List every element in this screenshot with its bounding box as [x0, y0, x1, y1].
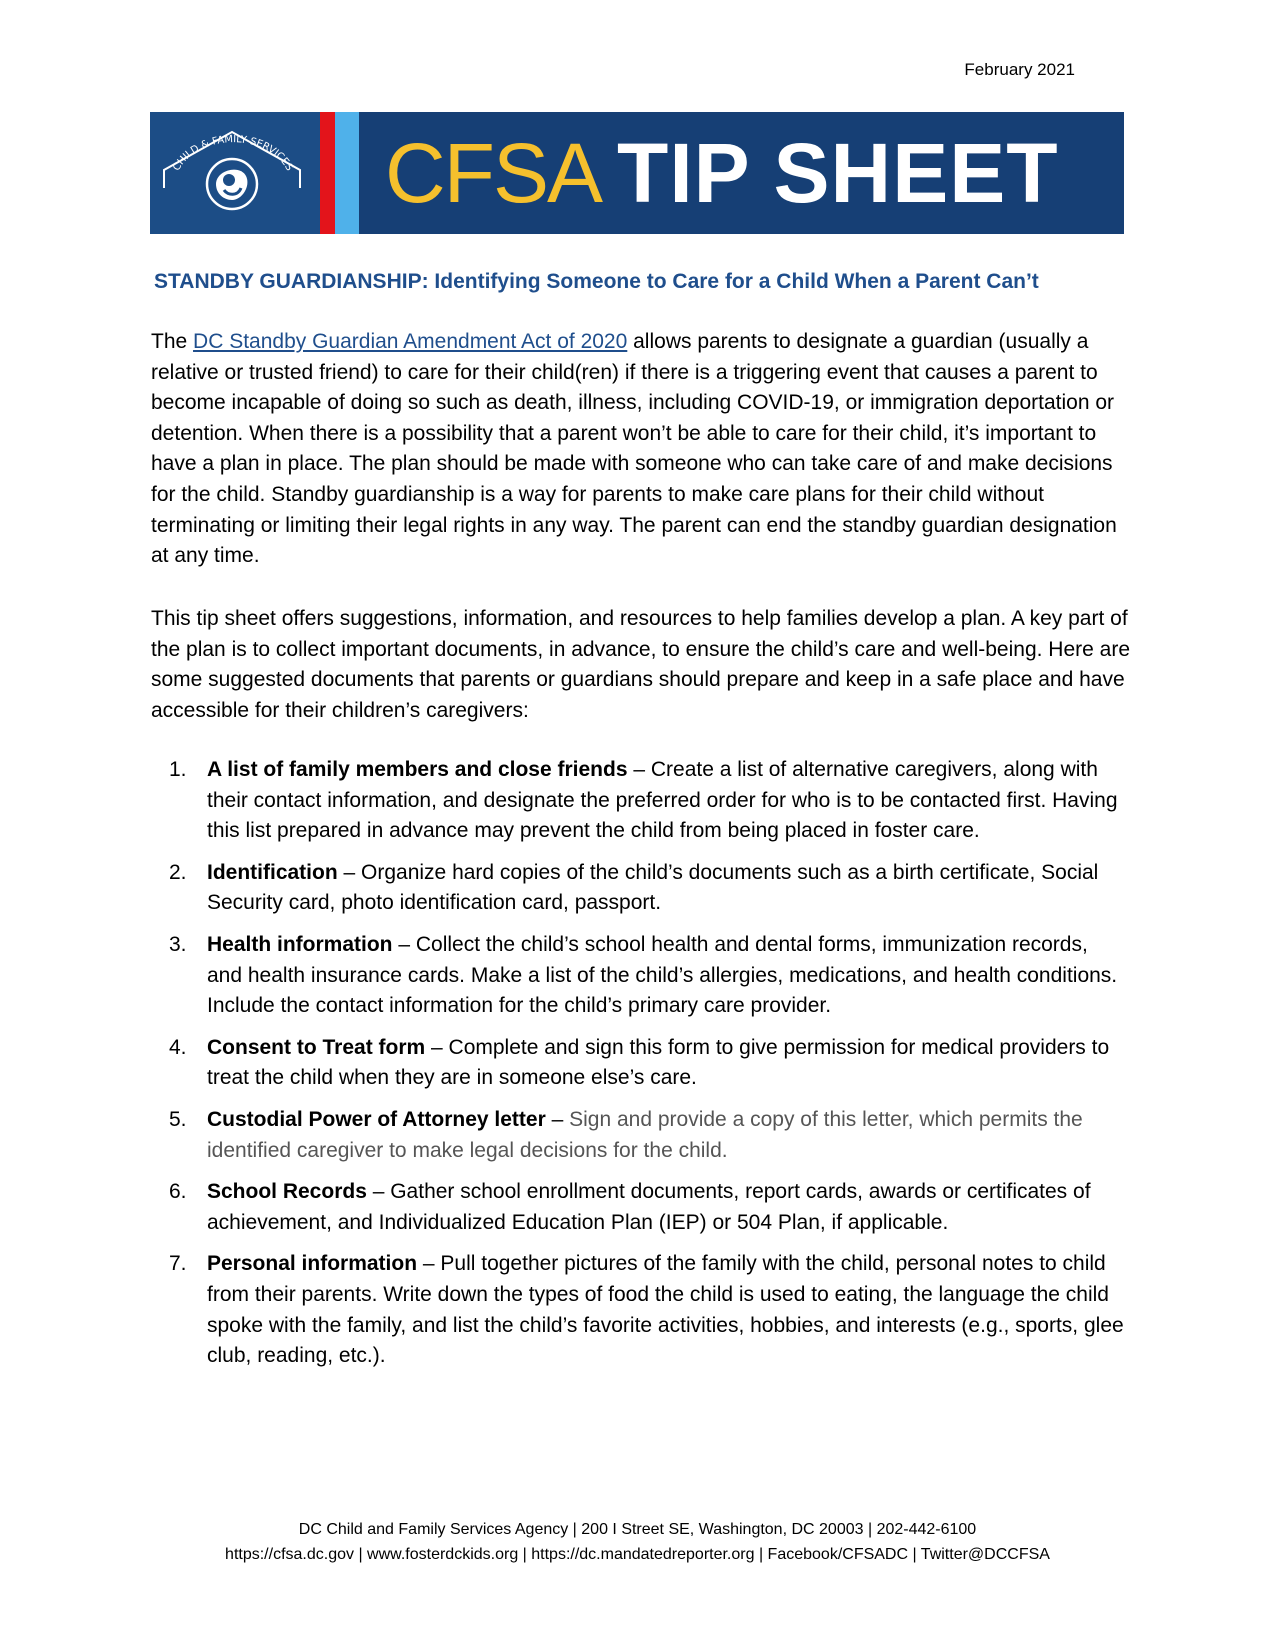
page-heading: STANDBY GUARDIANSHIP: Identifying Someone to Care for a Child When a Parent Can’t [154, 270, 1039, 293]
list-item: 3. Health information – Collect the child’s school health and dental forms, immunization records, and health insurance cards. Make a list of the child’s allergies, medications, and health conditions. Include the contact information for the child’s primary care provider. [169, 932, 1118, 1018]
svg-text:CHILD & FAMILY SERVICES: CHILD & FAMILY SERVICES [171, 134, 295, 173]
list-item: 2. Identification – Organize hard copies of the child’s documents such as a birth certificate, Social Security card, photo identification card, passport. [169, 860, 1099, 915]
standby-guardian-act-link[interactable]: DC Standby Guardian Amendment Act of 2020 [193, 330, 628, 353]
banner [150, 112, 1124, 234]
house-logo-icon [150, 112, 320, 234]
cfsa-logo [150, 112, 320, 234]
list-item: 4. Consent to Treat form – Complete and sign this form to give permission for medical providers to treat the child when they are in someone else’s care. [169, 1035, 1110, 1090]
list-item: 6. School Records – Gather school enrollment documents, report cards, awards or certificates of achievement, and Individualized Education Plan (IEP) or 504 Plan, if applicable. [169, 1180, 1091, 1234]
banner-blue-stripe [335, 112, 359, 234]
banner-red-stripe [320, 112, 335, 234]
list-item: 5. Custodial Power of Attorney letter – Sign and provide a copy of this letter, which permits the identified caregiver to make legal decisions for the child. [169, 1107, 1083, 1162]
banner-title-text: TIP SHEET [617, 126, 1059, 220]
tip-sheet-paragraph: This tip sheet offers suggestions, information, and resources to help families develop a plan. A key part of the plan is to collect important documents, in advance, to ensure the child’s care and well-being. Here are some suggested documents that parents or guardians should prepare and keep in a safe place and have accessible for their children’s caregivers: [151, 607, 1130, 722]
banner-title [385, 126, 1059, 220]
date: February 2021 [964, 60, 1075, 79]
list-item: 1. A list of family members and close friends – Create a list of alternative caregivers, along with their contact information, and designate the preferred order for who is to be contacted first. Having this list prepared in advance may prevent the child from being placed in foster care. [169, 758, 1118, 843]
footer-address: DC Child and Family Services Agency | 200 I Street SE, Washington, DC 20003 | 202-442-6100 [298, 1521, 977, 1538]
banner-brand: CFSA [385, 126, 602, 220]
list-item: 7. Personal information – Pull together pictures of the family with the child, personal notes to child from their parents. Write down the types of food the child is used to eating, the language the child spoke with the family, and list the child’s favorite activities, hobbies, and interests (e.g., sports, glee club, reading, etc.). [169, 1252, 1124, 1368]
footer-links: https://cfsa.dc.gov | www.fosterdckids.org | https://dc.mandatedreporter.org | Facebook/CFSADC | Twitter@DCCFSA [225, 1546, 1050, 1563]
intro-paragraph: The DC Standby Guardian Amendment Act of 2020 allows parents to designate a guardian (usually a relative or trusted friend) to care for their child(ren) if there is a triggering event that causes a parent to become incapable of doing so such as death, illness, including COVID-19, or immigration deportation or detention. When there is a possibility that a parent won’t be able to care for their child, it’s important to have a plan in place. The plan should be made with someone who can take care of and make decisions for the child. Standby guardianship is a way for parents to make care plans for their child without terminating or limiting their legal rights in any way. The parent can end the standby guardian designation at any time. [151, 330, 1117, 568]
document-list [151, 755, 1126, 1383]
